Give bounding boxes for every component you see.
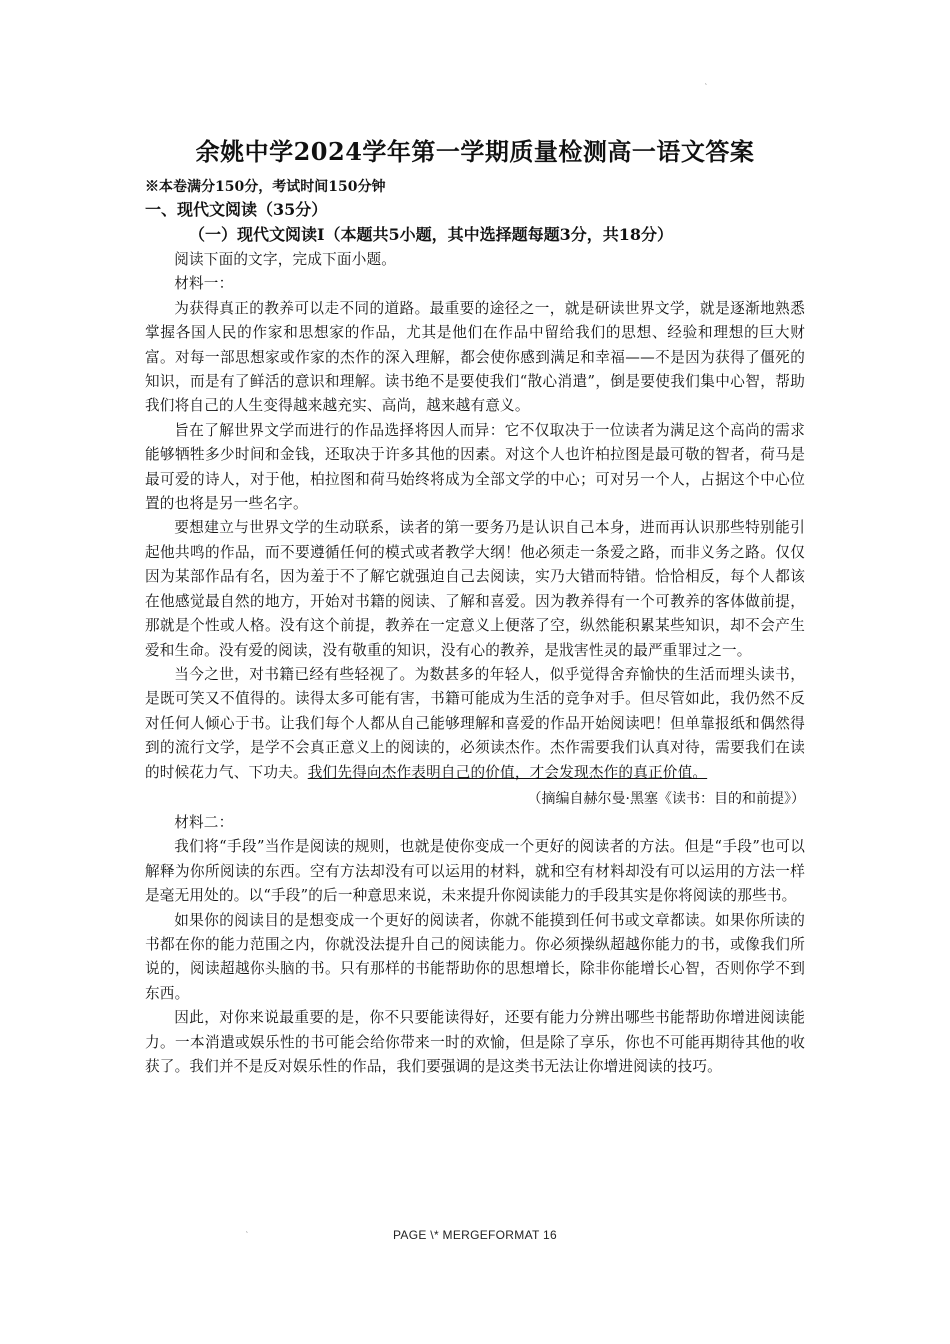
paragraph-text: 当今之世，对书籍已经有些轻视了。为数甚多的年轻人，似乎觉得舍弃愉快的生活而埋头读书，是既可笑又不值得的。读得太多可能有害，书籍可能成为生活的竞争对手。但尽管如此，我仍然不反对任何人倾心于书。让我们每个人都从自己能够理解和喜爱的作品开始阅读吧！但单靠报纸和偶然得到的流行文学，是学不会真正意义上的阅读的，必须读杰作。杰作需要我们认真对待，需要我们在读的时候花力气、下功夫。 <box>145 665 805 781</box>
material-one-source: （摘编自赫尔曼·黑塞《读书：目的和前提》） <box>527 790 805 807</box>
material-one-paragraph-4 <box>145 663 805 785</box>
document-body <box>145 176 805 1079</box>
material-two-paragraph-3: 因此，对你来说最重要的是，你不只要能读得好，还要有能力分辨出哪些书能帮助你增进阅读能力。一本消遣或娱乐性的书可能会给你带来一时的欢愉，但是除了享乐，你也不可能再期待其他的收获了。我们并不是反对娱乐性的作品，我们要强调的是这类书无法让你增进阅读的技巧。 <box>145 1009 805 1075</box>
material-one-paragraph-2: 旨在了解世界文学而进行的作品选择将因人而异：它不仅取决于一位读者为满足这个高尚的需求能够牺牲多少时间和金钱，还取决于许多其他的因素。对这个人也许柏拉图是最可敬的智者，荷马是最可爱的诗人，对于他，柏拉图和荷马始终将成为全部文学的中心；可对另一个人，占据这个中心位置的也将是另一些名字。 <box>145 421 805 513</box>
material-two-paragraph-1: 我们将“手段”当作是阅读的规则，也就是使你变成一个更好的阅读者的方法。但是“手段”也可以解释为你所阅读的东西。空有方法却没有可以运用的材料，就和空有材料却没有可以运用的方法一样是毫无用处的。以“手段”的后一种意思来说，未来提升你阅读能力的手段其实是你将阅读的那些书。 <box>145 838 805 905</box>
material-two-paragraph-2: 如果你的阅读目的是想变成一个更好的阅读者，你就不能摸到任何书或文章都读。如果你所读的书都在你的能力范围之内，你就没法提升自己的阅读能力。你必须操纵超越你能力的书，或像我们所说的，阅读超越你头脑的书。只有那样的书能帮助你的思想增长，除非你能增长心智，否则你学不到东西。 <box>145 911 805 1002</box>
material-one-paragraph-3: 要想建立与世界文学的生动联系，读者的第一要务乃是认识自己本身，进而再认识那些特别能引起他共鸣的作品，而不要遵循任何的模式或者教学大纲！他必须走一条爱之路，而非义务之路。仅仅因为某部作品有名，因为羞于不了解它就强迫自己去阅读，实乃大错而特错。恰恰相反，每个人都该在他感觉最自然的地方，开始对书籍的阅读、了解和喜爱。因为教养得有一个可教养的客体做前提，那就是个性或人格。没有这个前提，教养在一定意义上便落了空，纵然能积累某些知识，却不会产生爱和生命。没有爱的阅读，没有敬重的知识，没有心的教养，是戕害性灵的最严重罪过之一。 <box>145 519 805 659</box>
stray-mark: ˛ <box>245 1224 249 1233</box>
material-one-paragraph-1: 为获得真正的教养可以走不同的道路。最重要的途径之一，就是研读世界文学，就是逐渐地熟悉掌握各国人民的作家和思想家的作品，尤其是他们在作品中留给我们的思想、经验和理想的巨大财富。对每一部思想家或作家的杰作的深入理解，都会使你感到满足和幸福——不是因为获得了僵死的知识，而是有了鲜活的意识和理解。读书绝不是要使我们“散心消遣”，倒是要使我们集中心智，帮助我们将自己的人生变得越来越充实、高尚，越来越有意义。 <box>145 299 805 415</box>
page-title: 余姚中学2024学年第一学期质量检测高一语文答案 <box>195 137 755 166</box>
page-footer: PAGE \* MERGEFORMAT 16 <box>393 1228 557 1242</box>
material-one-label: 材料一： <box>174 275 234 293</box>
stray-mark: ˛ <box>704 76 708 85</box>
instruction-text: 阅读下面的文字，完成下面小题。 <box>174 251 397 268</box>
exam-note: ※本卷满分150分，考试时间150分钟 <box>145 179 386 195</box>
underlined-sentence: 我们先得向杰作表明自己的价值，才会发现杰作的真正价值。 <box>307 763 708 781</box>
material-two-label: 材料二： <box>174 813 234 831</box>
subsection-heading: （一）现代文阅读Ⅰ（本题共5小题，其中选择题每题3分，共18分） <box>189 225 674 244</box>
section-heading: 一、现代文阅读（35分） <box>145 200 328 219</box>
